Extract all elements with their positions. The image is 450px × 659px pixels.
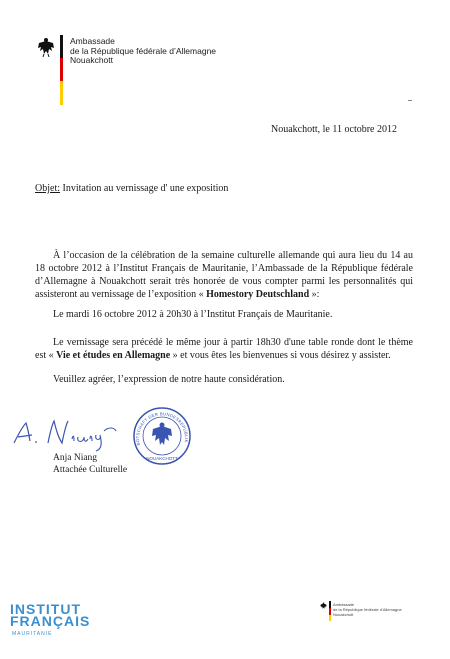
closing-paragraph: Veuillez agréer, l’expression de notre haute considération.	[53, 374, 285, 385]
fold-mark	[408, 100, 412, 101]
footer-embassy-line-1: Ambassade	[333, 602, 355, 607]
footer-embassy-line-2: de la République fédérale d’Allemagne	[333, 607, 402, 612]
logo-line-2: FRANÇAIS	[10, 613, 91, 629]
body-paragraph-2: Le mardi 16 octobre 2012 à 20h30 à l’Institut Français de Mauritanie.	[53, 309, 333, 320]
para3-text: Le vernissage sera précédé le même jour à partir 18h30 d'une table ronde dont le thème est «	[35, 337, 413, 361]
body-paragraph-3	[35, 336, 413, 362]
seal-city: NOUAKCHOTT	[146, 456, 178, 461]
embassy-seal	[132, 405, 192, 467]
signer-block	[53, 452, 127, 476]
subject-text: Invitation au vernissage d' une exposition	[60, 183, 229, 194]
logo-subtitle: MAURITANIE	[12, 631, 53, 637]
subject-line	[35, 183, 228, 194]
institut-francais-logo	[10, 603, 90, 627]
signer-name: Anja Niang	[53, 453, 98, 463]
eagle-emblem-small-icon	[320, 602, 327, 610]
body-paragraph-1	[35, 249, 413, 301]
signer-title: Attachée Culturelle	[53, 465, 128, 475]
subject-label: Objet:	[35, 183, 60, 194]
para1-text: À l’occasion de la célébration de la semaine culturelle allemande qui aura lieu du 14 au 18 octobre 2012 à l’Institut Français de Mauritanie, l’Ambassade de la République fédérale d’Allemagne à Nouakchott serait très honorée de vous compter parmi les personnalités qui assisteront au vernissage de l’exposition «	[35, 250, 413, 300]
para3-tail: » et vous êtes les bienvenues si vous désirez y assister.	[170, 350, 391, 361]
seal-eagle-icon	[152, 423, 172, 446]
footer-embassy-text	[333, 602, 402, 617]
letterhead-line-1: Ambassade	[70, 36, 115, 46]
logo-line-1: INSTITUT	[10, 601, 81, 617]
letterhead-line-3: Nouakchott	[70, 55, 113, 65]
handwritten-signature	[10, 413, 122, 453]
round-table-theme: Vie et études en Allemagne	[56, 350, 171, 361]
footer-flag-bar	[329, 601, 331, 621]
exhibition-name: Homestory Deutschland	[206, 289, 310, 300]
footer-embassy-line-3: Nouakchott	[333, 612, 354, 617]
letter-date: Nouakchott, le 11 octobre 2012	[271, 124, 397, 135]
para1-tail: »:	[309, 289, 320, 300]
embassy-letterhead	[70, 37, 216, 66]
letterhead-line-2: de la République fédérale d’Allemagne	[70, 45, 217, 56]
german-flag-bar	[60, 35, 63, 105]
seal-ring-text: BOTSCHAFT DER BUNDESREPUBLIK	[134, 411, 190, 446]
eagle-emblem-icon	[37, 37, 55, 57]
